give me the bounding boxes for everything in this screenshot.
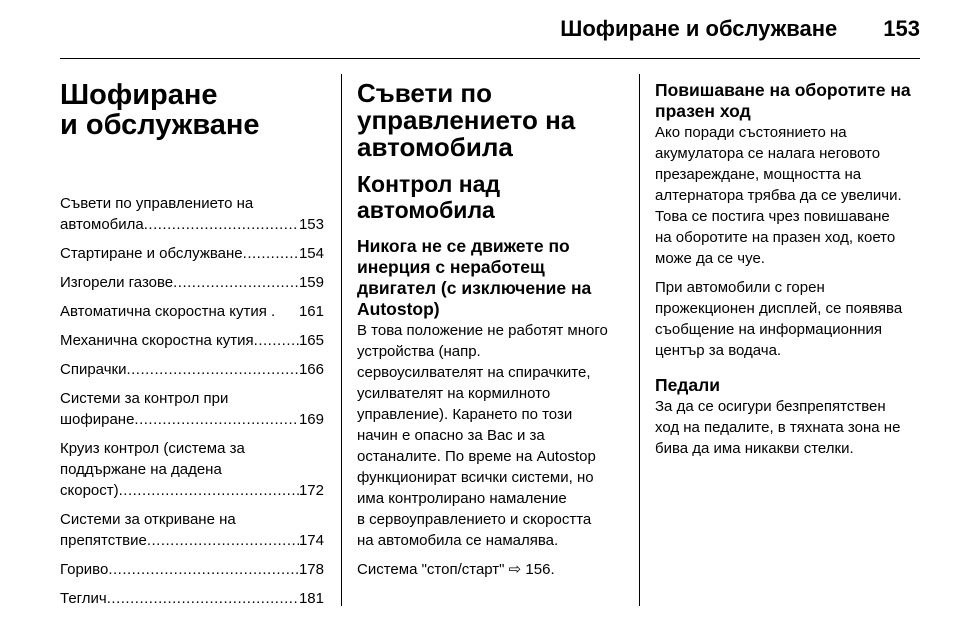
body-line: устройства (напр.: [357, 343, 481, 360]
toc-entry-text: Гориво: [60, 561, 109, 578]
body-line: сервоусилвателят на спирачките,: [357, 364, 591, 381]
header-title: Шофиране и обслужване: [560, 16, 838, 41]
toc-entry-text: Автоматична скоростна кутия .: [60, 303, 276, 320]
toc-entry-text: Системи за откриване на: [60, 511, 236, 528]
toc-entry-text: шофиране: [60, 411, 135, 428]
header-rule: [60, 58, 920, 59]
chapter-toc: [60, 80, 324, 617]
heading-line: Повишаване на оборотите на: [655, 80, 911, 100]
toc-entry-page: 153: [298, 216, 324, 233]
toc-leader: [108, 559, 299, 580]
toc-entry[interactable]: [60, 243, 324, 264]
toc-leader: [107, 588, 299, 609]
page-reference-arrow-icon: ⇨: [508, 561, 522, 578]
section-title-line: Съвети по: [357, 78, 493, 108]
body-line: начин е опасно за Вас и за: [357, 427, 545, 444]
toc-entry-text: автомобила: [60, 216, 144, 233]
toc-leader: [173, 272, 299, 293]
toc-leader: [119, 480, 299, 501]
toc-entry-text: Круиз контрол (система за: [60, 440, 245, 457]
body-line: останалите. По време на Autostop: [357, 448, 596, 465]
body-line: в сервоуправлението и скоростта: [357, 511, 592, 528]
toc-entry-page: 161: [298, 303, 324, 320]
toc-entry-page: 174: [298, 532, 324, 549]
toc-entry[interactable]: [60, 272, 324, 293]
body-line: има контролирано намаление: [357, 490, 567, 507]
toc-entry[interactable]: [60, 388, 324, 430]
heading-line: празен ход: [655, 101, 751, 121]
section-title-line: автомобила: [357, 132, 513, 162]
chapter-title-line: и обслужване: [60, 109, 260, 141]
cross-reference-text: Система "стоп/старт": [357, 561, 505, 578]
idle-speed-column: [655, 80, 925, 467]
toc-entry-page: 166: [298, 361, 324, 378]
section-title: [357, 80, 625, 161]
toc-entry-text: поддържане на дадена: [60, 461, 222, 478]
toc-entry-page: 172: [298, 482, 324, 499]
body-line: център за водача.: [655, 342, 782, 359]
cross-reference[interactable]: [357, 559, 625, 580]
toc-leader: [147, 530, 299, 551]
toc-entry-page: 159: [298, 274, 324, 291]
toc-entry-text: Стартиране и обслужване: [60, 245, 243, 262]
cross-reference-page: 156.: [525, 561, 555, 578]
body-line: функционират всички системи, но: [357, 469, 594, 486]
toc-entry-text: Изгорели газове: [60, 274, 174, 291]
heading-line: Никога не се движете по: [357, 236, 570, 256]
toc-entry-page: 178: [298, 561, 324, 578]
toc-entry-text: Системи за контрол при: [60, 390, 229, 407]
chapter-title: [60, 80, 324, 140]
body-line: на автомобила се намалява.: [357, 532, 559, 549]
body-line: акумулатора се налага неговото: [655, 145, 881, 162]
toc-entry[interactable]: [60, 193, 324, 235]
chapter-title-line: Шофиране: [60, 79, 218, 111]
toc-entry[interactable]: [60, 509, 324, 551]
body-line: презареждане, мощността на: [655, 166, 862, 183]
body-line: прожекционен дисплей, се появява: [655, 300, 903, 317]
toc-entry[interactable]: [60, 588, 324, 609]
toc-entry-text: Спирачки: [60, 361, 127, 378]
toc-entry[interactable]: [60, 301, 324, 322]
heading-line: инерция с неработещ: [357, 257, 545, 277]
body-line: При автомобили с горен: [655, 279, 825, 296]
section-title-line: управлението на: [357, 105, 576, 135]
toc-entry[interactable]: [60, 330, 324, 351]
body-line: усилвателят на кормилното: [357, 385, 551, 402]
body-paragraph: [357, 320, 625, 551]
topic-heading: Педали: [655, 375, 721, 395]
driving-hints-column: [357, 80, 625, 588]
toc-entry-text: скорост): [60, 482, 119, 499]
body-line: алтернатора трябва да се увеличи.: [655, 187, 902, 204]
body-line: Това се постига чрез повишаване: [655, 208, 890, 225]
toc-entry-page: 181: [298, 590, 324, 607]
body-line: може да се чуе.: [655, 250, 765, 267]
subsection-title: Контрол над автомобила: [357, 171, 501, 223]
toc-leader: [144, 214, 299, 235]
body-paragraph: [655, 396, 925, 459]
toc-entry-text: Теглич: [60, 590, 107, 607]
toc-leader: [243, 243, 299, 264]
toc-entry-page: 169: [298, 411, 324, 428]
toc-entry[interactable]: [60, 438, 324, 501]
heading-line: двигател (с изключение на: [357, 278, 592, 298]
body-line: ход на педалите, в тяхната зона не: [655, 419, 901, 436]
toc-leader: [134, 409, 299, 430]
body-paragraph: [655, 277, 925, 361]
toc-entry-text: препятствие: [60, 532, 147, 549]
body-line: Ако поради състоянието на: [655, 124, 847, 141]
toc-leader: [254, 330, 299, 351]
body-line: на оборотите на празен ход, което: [655, 229, 896, 246]
topic-heading: [357, 236, 625, 320]
body-line: В това положение не работят много: [357, 322, 608, 339]
toc-entry[interactable]: [60, 559, 324, 580]
body-line: бива да има никакви стелки.: [655, 440, 854, 457]
body-line: За да се осигури безпрепятствен: [655, 398, 886, 415]
toc-leader: [126, 359, 299, 380]
column-divider-2: [639, 74, 640, 606]
page-header: [560, 16, 920, 42]
toc-entry-page: 165: [298, 332, 324, 349]
column-divider-1: [341, 74, 342, 606]
body-paragraph: [655, 122, 925, 269]
toc-entry[interactable]: [60, 359, 324, 380]
body-line: управление). Карането по този: [357, 406, 573, 423]
toc-entry-text: Съвети по управлението на: [60, 195, 254, 212]
page-number: 153: [883, 16, 920, 41]
heading-line: Autostop): [357, 299, 440, 319]
toc-entry-page: 154: [298, 245, 324, 262]
topic-heading: [655, 80, 925, 122]
toc-entry-text: Механична скоростна кутия: [60, 332, 254, 349]
body-line: съобщение на информационния: [655, 321, 883, 338]
